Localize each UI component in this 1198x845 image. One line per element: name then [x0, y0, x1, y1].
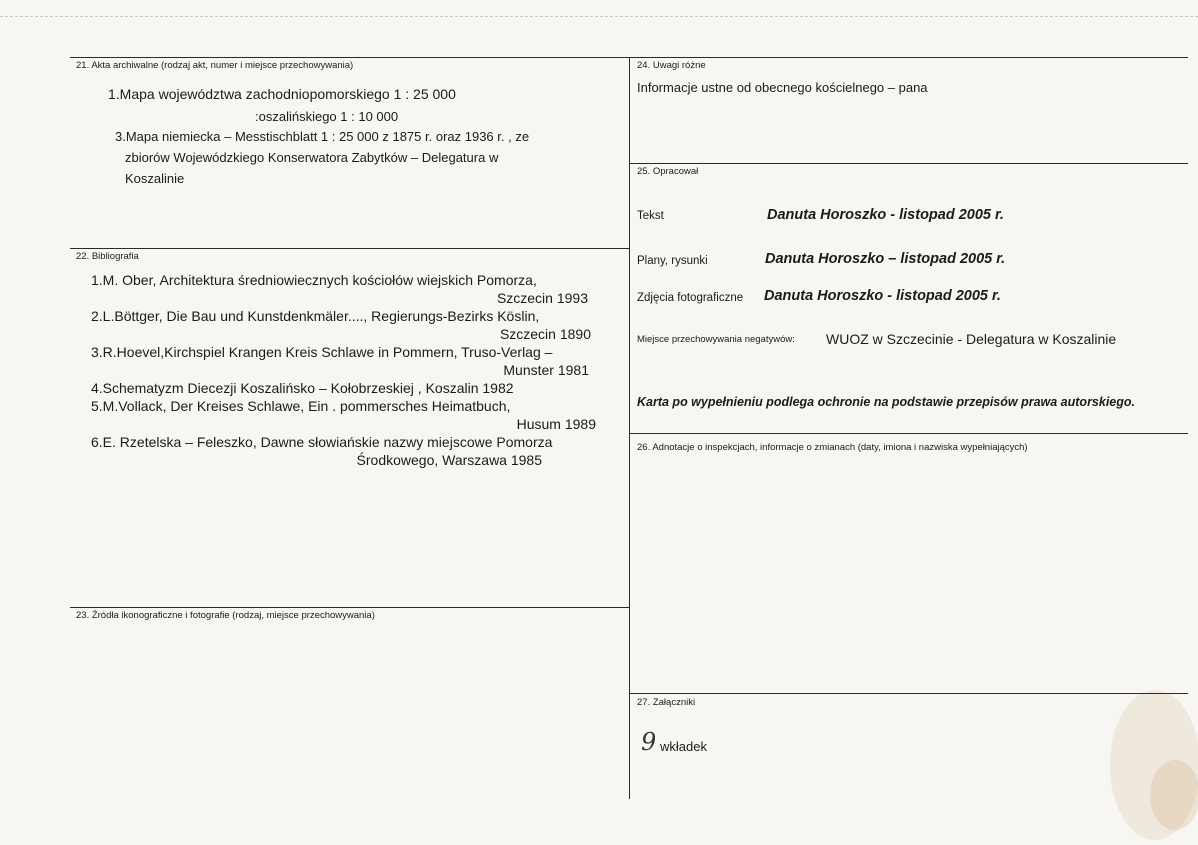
bibliography-entry-2-cont: Szczecin 1890 — [499, 326, 591, 342]
negatives-location-value: WUOZ w Szczecinie - Delegatura w Koszalinie — [826, 331, 1117, 347]
divider-24-25 — [629, 163, 1188, 164]
bibliography-entry-2: 2.L.Böttger, Die Bau und Kunstdenkmäler...., Regierungs-Bezirks Köslin, — [91, 308, 540, 324]
archive-line-2: :oszalińskiego 1 : 10 000 — [255, 109, 399, 124]
author-row-photos-label: Zdjęcia fotograficzne — [637, 292, 744, 304]
section-27-header: 27. Załączniki — [637, 697, 696, 708]
archive-line-5: Koszalinie — [125, 171, 185, 186]
section-22-header: 22. Bibliografia — [76, 251, 139, 262]
author-row-photos-value: Danuta Horoszko - listopad 2005 r. — [764, 288, 1001, 304]
copyright-notice: Karta po wypełnieniu podlega ochronie na podstawie przepisów prawa autorskiego. — [637, 395, 1136, 409]
divider-21-22 — [70, 248, 629, 249]
archive-line-4: zbiorów Wojewódzkiego Konserwatora Zabytków – Delegatura w — [125, 150, 499, 165]
negatives-location-label: Miejsce przechowywania negatywów: — [637, 334, 795, 345]
archive-line-1: 1.Mapa województwa zachodniopomorskiego 1 : 25 000 — [108, 86, 456, 102]
divider-25-26 — [629, 433, 1188, 434]
handwritten-count: 9 — [641, 728, 657, 756]
bibliography-entry-5-cont: Husum 1989 — [516, 416, 596, 432]
bibliography-entry-6: 6.E. Rzetelska – Feleszko, Dawne słowiańskie nazwy miejscowe Pomorza — [91, 434, 553, 450]
column-divider — [629, 57, 630, 799]
oral-information-note: Informacje ustne od obecnego kościelnego – pana — [637, 80, 928, 95]
section-25-header: 25. Opracował — [637, 166, 699, 177]
bibliography-entry-1-cont: Szczecin 1993 — [496, 290, 588, 306]
bibliography-entry-3-cont: Munster 1981 — [503, 362, 589, 378]
author-row-plans-value: Danuta Horoszko – listopad 2005 r. — [765, 251, 1006, 267]
bibliography-entry-1: 1.M. Ober, Architektura średniowiecznych kościołów wiejskich Pomorza, — [91, 272, 537, 288]
author-row-text-value: Danuta Horoszko - listopad 2005 r. — [767, 207, 1004, 223]
bibliography-entry-6-cont: Środkowego, Warszawa 1985 — [356, 452, 542, 468]
bibliography-entry-5: 5.M.Vollack, Der Kreises Schlawe, Ein . pommersches Heimatbuch, — [91, 398, 511, 414]
section-21-header: 21. Akta archiwalne (rodzaj akt, numer i miejsce przechowywania) — [76, 60, 354, 71]
archive-line-3: 3.Mapa niemiecka – Messtischblatt 1 : 25 000 z 1875 r. oraz 1936 r. , ze — [115, 129, 530, 144]
author-row-plans-label: Plany, rysunki — [637, 255, 708, 267]
bibliography-entry-4: 4.Schematyzm Diecezji Koszalińsko – Kołobrzeskiej , Koszalin 1982 — [91, 380, 514, 396]
section-26-header: 26. Adnotacje o inspekcjach, informacje o zmianach (daty, imiona i nazwiska wypełniających) — [637, 442, 1028, 453]
attachments-text: wkładek — [660, 739, 707, 754]
author-row-text-label: Tekst — [637, 210, 664, 222]
page-top-mark — [0, 16, 1198, 17]
divider-22-23 — [70, 607, 629, 608]
divider-26-27 — [629, 693, 1188, 694]
paper-stain — [1150, 760, 1198, 830]
bibliography-entry-3: 3.R.Hoevel,Kirchspiel Krangen Kreis Schlawe in Pommern, Truso-Verlag – — [91, 344, 553, 360]
section-24-header: 24. Uwagi różne — [637, 60, 706, 71]
section-23-header: 23. Źródła ikonograficzne i fotografie (rodzaj, miejsce przechowywania) — [76, 610, 375, 621]
